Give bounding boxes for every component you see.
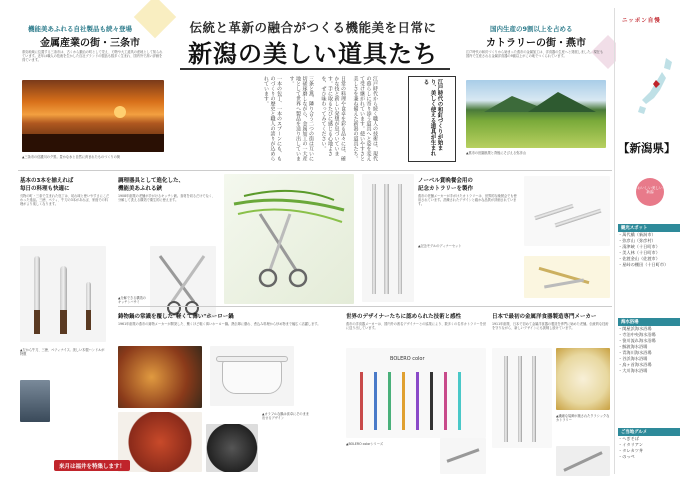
sidebar-divider (614, 8, 615, 474)
beaches-heading: 海水浴場 (618, 318, 680, 326)
sidebar-pref: 【新潟県】 (618, 141, 676, 155)
a2-kicker: 調理器具として進化した、 (118, 178, 185, 184)
a1-knives-photo (20, 246, 106, 342)
sanjo-caption: ▲三条市の信濃川の夕景。豊かな水と自然に育まれたものづくりの街 (22, 155, 121, 159)
row2-divider (18, 170, 612, 171)
a1-chef-photo (20, 380, 50, 422)
a5-caption: ▲BOLERO colorシリーズ (346, 442, 384, 446)
food-item: ・イタリアン (618, 442, 643, 447)
sanjo-kicker: 機能美あふれる自社製品も続々登場 (28, 25, 132, 33)
a1-title: 毎日の料理も快適に (20, 186, 70, 192)
headline-underline (180, 68, 450, 70)
bolero-label: BOLERO color (390, 356, 425, 362)
center-col-4: 一本の包丁、一本のスプーンにも、ものづくりの歴史と職人の誇りが込められています。 (263, 76, 282, 161)
a1-body: 刃物の町・三条で生まれた包丁は、切れ味と使いやすさにこだわった逸品。三徳、ペティ、牛刀の3本があれば、家庭での料理がより楽しくなります。 (20, 194, 110, 207)
a3-cutlery-photo (524, 176, 610, 246)
a4-pan-photo (118, 412, 202, 472)
center-col-2: 日常の料理や食卓を彩る品々には、確かな技と新しい発想が息づいています。手に取るたびに感じる心地よさを、ぜひ味わってみてください。 (320, 76, 346, 161)
sanjo-sunset-photo (22, 80, 164, 152)
sidebar-section-foods (618, 428, 680, 460)
sidebar-label: ニッポン自慢 (622, 18, 661, 24)
a5-title: 世界のデザイナーたちに認められた技術と感性 (346, 314, 462, 320)
beach-item: ・関屋浜海水浴場 (618, 326, 652, 331)
highlight-box (408, 76, 456, 162)
spot-item: ・清津峡（十日町市） (618, 244, 660, 249)
sanjo-body: 県央地域に位置する三条市は、古くから鍛冶の町として栄え、刃物や大工道具の産地として知られています。近年は職人の技術を生かした自社ブランドの製品も数多く生まれ、国内外で高い評価を得ています。 (22, 50, 163, 63)
a5-knife-photo (440, 438, 486, 474)
center-col-1: 江戸時代から続く職人の技術は、現代の暮らしに寄り添う道具へと姿を変えて受け継がれています。使いやすさと美しさを兼ね備えた新潟の道具たち。 (352, 76, 378, 161)
a3-title: 記念カトラリーを製作 (418, 186, 474, 192)
footer-next-month-tag: 来月は福井を特集します！ (54, 460, 130, 471)
a6-title: 日本で最初の金属洋食器製造専門メーカー (492, 314, 597, 320)
beach-item: ・寺泊中央海水浴場 (618, 332, 656, 337)
a6-ornate-photo (556, 446, 610, 476)
beach-item: ・鯨波海水浴場 (618, 344, 648, 349)
headline-top: 伝統と革新の融合がつくる機能美を日常に (189, 20, 437, 35)
spot-item: ・星峠の棚田（十日町市） (618, 262, 669, 267)
highlight-text: 江戸時代の和釘づくりが始まり、美しく使える道具が生まれる (422, 79, 443, 156)
a2-caption: ▲分解できる構造のキッチンバサミ (118, 296, 146, 305)
foods-heading: ご当地グルメ (618, 428, 680, 436)
spot-item: ・美人林（十日町市） (618, 250, 660, 255)
tsubame-kicker: 国内生産の9割以上を占める (490, 25, 573, 33)
a6-body: 1911年創業、日本で初めて金属洋食器の製造を専門に始めた老舗。伝統的な技術を守りながら、新しいデザインにも挑戦し続けています。 (492, 322, 609, 331)
a4-cookware-photo (206, 424, 258, 472)
a4-caption: ▲カラフルな鍋は食卓にそのまま出せるデザイン (262, 412, 309, 421)
a6-classic-photo (492, 348, 552, 448)
sidebar-badge: おいしい美しい新潟 (636, 178, 664, 206)
herb-scissors-photo (224, 174, 354, 304)
a5-body: 燕市の洋食器メーカーは、国内外の著名デザイナーとの協業により、数多くの名作カトラリーを世に送り出しています。 (346, 322, 486, 331)
a4-pot-photo (210, 346, 294, 406)
a1-kicker: 基本の3本を揃えれば (20, 178, 74, 184)
a2-scissors-photo (150, 246, 216, 318)
beach-item: ・大川海水浴場 (618, 368, 648, 373)
sidebar (616, 0, 682, 481)
a3-kicker: ノーベル賞晩餐会用の (418, 178, 473, 184)
a6-caption: ▲繊細な装飾が施されたクラシックなカトラリー (556, 414, 610, 423)
food-item: ・タレカツ丼 (618, 448, 644, 453)
a3-set-photo (524, 256, 610, 298)
a2-title: 機能美あふれる鋏 (118, 186, 163, 192)
spots-heading: 観光スポット (618, 224, 680, 232)
headline-main: 新潟の美しい道具たち (188, 40, 438, 68)
a2-body: 1908年創業の老舗が手がけるキッチン鋏。食材を切るだけでなく、分解して洗える構造で衛生的に使えます。 (118, 194, 216, 203)
beach-item: ・青海川海水浴場 (618, 350, 652, 355)
sidebar-section-spots (618, 224, 680, 268)
a4-title: 鋳物鍋の常識を覆した"軽くて薄い"ホーロー鍋 (118, 314, 234, 320)
beach-item: ・谷浜海水浴場 (618, 356, 648, 361)
center-col-3: 三条と燕、隣り合う二つの街は互いに切磋琢磨しながら、金属加工の一大産地として世界へ製品を送り出しています。 (288, 76, 314, 161)
a4-food-photo (118, 346, 202, 408)
a4-body: 1961年創業の燕市の鋳物メーカーが開発した、驚くほど軽く薄いホーロー鍋。熱伝導に優れ、煮込み料理から炒め物まで幅広く活躍します。 (118, 322, 321, 326)
food-item: ・のっぺ (618, 454, 635, 459)
food-item: ・へぎそば (618, 436, 639, 441)
tsubame-field-photo (466, 80, 606, 148)
tsubame-title: カトラリーの街・燕市 (486, 38, 586, 49)
center-text-block (178, 76, 378, 164)
row3-divider (118, 306, 612, 307)
spot-item: ・佐渡金山（佐渡市） (618, 256, 660, 261)
tsubame-caption: ▲燕市の田園風景と背後にそびえる弥彦山 (466, 151, 526, 155)
spot-item: ・弥彦山（弥彦村） (618, 238, 656, 243)
a3-body: 燕市の老舗メーカーが手がけたカトラリーは、世界的な晩餐会でも使用されています。洗練されたデザインと確かな品質が評価されています。 (418, 194, 517, 207)
beach-item: ・笹川流れ海水浴場 (618, 338, 656, 343)
a6-gold-photo (556, 348, 610, 410)
a3-caption: ▲記念モデルのディナーセット (418, 244, 462, 248)
japan-map-icon (636, 56, 676, 116)
tsubame-body: 江戸時代の和釘づくりから始まった燕市の金属加工は、洋食器の生産へと発展しました。現在も国内で生産される金属洋食器の9割以上がこの地でつくられています。 (466, 50, 604, 59)
sanjo-title: 金属産業の街・三条市 (40, 38, 140, 49)
a5-bolero-photo (346, 348, 486, 438)
a1-caption: ▲左から牛刀、三徳、ペティナイフ。美しい木製ハンドルが特徴 (20, 348, 105, 357)
cutlery-photo (362, 174, 414, 302)
beach-item: ・鳥ヶ首海水浴場 (618, 362, 652, 367)
spot-item: ・萬代橋（新潟市） (618, 232, 656, 237)
sidebar-section-beaches (618, 318, 680, 374)
